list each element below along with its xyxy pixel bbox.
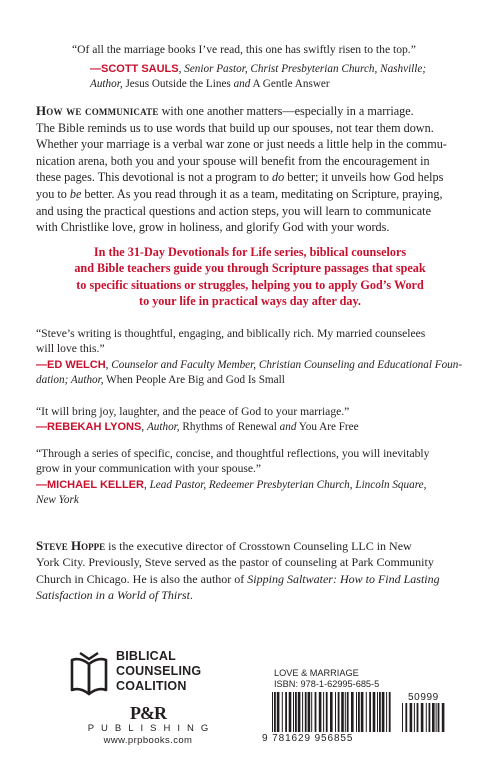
barcode-bar (293, 692, 294, 732)
barcode-bar (323, 692, 324, 732)
top-quote (72, 42, 452, 57)
author-name: Steve Hoppe (36, 538, 106, 553)
barcode-bar (382, 692, 385, 732)
series-blurb-line: to specific situations or struggles, helping you to apply God’s Word (76, 277, 424, 292)
endorsement-welch: “Steve’s writing is thoughtful, engaging, and biblically rich. My married counselees will love this.” —ED WELCH, Counselor and Faculty Member, Christian Counseling and Educational Foun- dation; Author, When People Are Big and God Is Small (36, 326, 466, 389)
endorser-role: Lead Pastor, Redeemer Presbyterian Church, Lincoln Square, (149, 478, 427, 491)
bcc-logo (68, 648, 218, 700)
description-text: with one another matters—especially in a marriage. (161, 104, 414, 118)
barcode-bar (410, 703, 413, 732)
barcode-bar (302, 692, 303, 732)
barcode-bar (373, 692, 376, 732)
emphasis-do: do (272, 170, 285, 185)
barcode-bar (338, 692, 340, 732)
barcode-bar (361, 692, 364, 732)
barcode-bar (379, 692, 381, 732)
description-text: The Bible reminds us to use words that build up our spouses, not tear them down. (36, 120, 434, 135)
and-word: and (233, 78, 251, 91)
barcode-bar (436, 703, 437, 732)
barcode (268, 692, 448, 732)
barcode-bar (426, 703, 427, 732)
barcode-bar (277, 692, 280, 732)
category-label: LOVE & MARRIAGE (274, 668, 359, 678)
open-book-icon (68, 650, 110, 698)
barcode-bar (341, 692, 344, 732)
bio-text: Church in Chicago. He is also the author of (36, 571, 245, 586)
barcode-bar (432, 703, 435, 732)
barcode-bar (298, 692, 301, 732)
barcode-bar (421, 703, 424, 732)
endorser-role: New York (36, 494, 79, 507)
barcode-bar (272, 692, 273, 732)
endorser-name: —SCOTT SAULS (90, 63, 179, 75)
barcode-bar (335, 692, 336, 732)
barcode-bar (389, 692, 391, 732)
book-title: Jesus Outside the Lines (125, 78, 231, 91)
endorser-name: —ED WELCH (36, 358, 106, 371)
book-description (36, 103, 466, 236)
barcode-bar (417, 703, 419, 732)
endorsement-keller: “Through a series of specific, concise, and thoughtful reflections, you will inevitably grow in your communication with your spouse.” —MICHAEL KELLER, Lead Pastor, Redeemer Presbyterian Church, Lincoln Square, New York (36, 446, 466, 509)
bcc-logo-text: COALITION (116, 679, 187, 693)
description-text: better; it unveils how God helps (287, 170, 444, 185)
description-text: you to (36, 186, 67, 201)
barcode-bar (377, 692, 378, 732)
barcode-bar (326, 692, 328, 732)
barcode-digits: 9 781629 956855 (262, 733, 354, 744)
description-text: Whether your marriage is a verbal war zone or just needs a little help in the commu- (36, 137, 447, 152)
endorsement-text: grow in your communication with your spouse.” (36, 462, 262, 476)
barcode-bar (351, 692, 354, 732)
bio-book-title: Satisfaction in a World of Thirst (36, 588, 190, 603)
description-text: and using the practical questions and action steps, you will learn to communicate (36, 203, 431, 218)
barcode-bar (345, 692, 346, 732)
endorsement-lyons: “It will bring joy, laughter, and the peace of God to your marriage.” —REBEKAH LYONS, Author, Rhythms of Renewal and You Are Free (36, 404, 466, 436)
endorser-name: —MICHAEL KELLER (36, 478, 144, 491)
series-blurb-line: to your life in practical ways day after day. (139, 294, 361, 309)
description-text: these pages. This devotional is not a program to (36, 170, 269, 185)
endorsement-text: will love this.” (36, 342, 105, 356)
bio-text: . (189, 588, 193, 603)
barcode-bar (305, 692, 307, 732)
book-title: When People Are Big and God Is Small (106, 374, 285, 387)
bio-book-title: Sipping Saltwater: How to Find Lasting (247, 571, 440, 586)
bio-text: is the executive director of Crosstown Counseling LLC in New (108, 539, 412, 553)
barcode-bar (315, 692, 317, 732)
barcode-bar (308, 692, 311, 732)
endorser-name: —REBEKAH LYONS (36, 421, 142, 434)
endorsement-text: “It will bring joy, laughter, and the peace of God to your marriage.” (36, 405, 350, 418)
barcode-bar (438, 703, 440, 732)
author-prefix: Author, (90, 78, 123, 91)
description-lead: How we communicate (36, 103, 159, 118)
barcode-bar (429, 703, 431, 732)
barcode-bar (295, 692, 297, 732)
endorsement-text: “Steve’s writing is thoughtful, engaging, and biblically rich. My married counselees (36, 327, 426, 340)
barcode-bar (366, 692, 367, 732)
book-title: Rhythms of Renewal (182, 421, 277, 434)
endorser-role: Counselor and Faculty Member, Christian Counseling and Educational Foun- (111, 358, 463, 371)
bcc-logo-text: COUNSELING (116, 664, 202, 678)
description-text: with Christlike love, grow in holiness, and glorify God with your words. (36, 220, 390, 235)
barcode-bar (347, 692, 349, 732)
barcode-panel (262, 668, 454, 750)
pr-mark: P&R (130, 703, 166, 723)
author-bio (36, 538, 466, 604)
barcode-bar (356, 692, 357, 732)
emphasis-be: be (69, 186, 82, 201)
price-code: 50999 (408, 692, 439, 703)
barcode-bar (386, 692, 387, 732)
description-text: nication arena, both you and your spouse will benefit from the encouragement in (36, 153, 430, 168)
series-blurb-line: In the 31-Day Devotionals for Life series, biblical counselors (93, 245, 407, 259)
isbn-label: ISBN: 978-1-62995-685-5 (274, 679, 380, 689)
endorser-role: dation; Author, (36, 374, 104, 387)
barcode-bar (405, 703, 407, 732)
barcode-bar (402, 703, 403, 732)
barcode-bar (319, 692, 322, 732)
endorsement-text: “Through a series of specific, concise, and thoughtful reflections, you will inevitably (36, 447, 430, 460)
and-word: and (279, 421, 297, 434)
publisher-url: www.prpbooks.com (103, 735, 193, 746)
publisher-logo (62, 704, 234, 752)
barcode-bar (289, 692, 292, 732)
barcode-bar (414, 703, 415, 732)
publishing-wordmark: PUBLISHING (87, 723, 216, 734)
bcc-logo-text: BIBLICAL (116, 649, 176, 663)
barcode-bar (358, 692, 360, 732)
description-text: better. As you read through it as a team, meditating on Scripture, praying, (84, 186, 443, 201)
endorser-role: Senior Pastor, Christ Presbyterian Church, Nashville; (184, 63, 427, 75)
barcode-bar (282, 692, 283, 732)
book-title: A Gentle Answer (252, 78, 330, 91)
barcode-bar (369, 692, 371, 732)
barcode-bar (285, 692, 287, 732)
author-prefix: Author, (146, 421, 180, 434)
barcode-bar (330, 692, 333, 732)
barcode-bar (274, 692, 276, 732)
barcode-bar (442, 703, 445, 732)
top-quote-attribution: —SCOTT SAULS, Senior Pastor, Christ Presbyterian Church, Nashville; Author, Jesus Outside the Lines and A Gentle Answer (90, 63, 427, 91)
series-blurb-line: and Bible teachers guide you through Scripture passages that speak (74, 261, 426, 276)
top-quote-text: “Of all the marriage books I’ve read, this one has swiftly risen to the top.” (72, 43, 416, 56)
series-blurb (40, 244, 460, 310)
bio-text: York City. Previously, Steve served as the pastor of counseling at Park Community (36, 555, 434, 570)
barcode-bar (311, 692, 312, 732)
book-title: You Are Free (298, 421, 359, 434)
